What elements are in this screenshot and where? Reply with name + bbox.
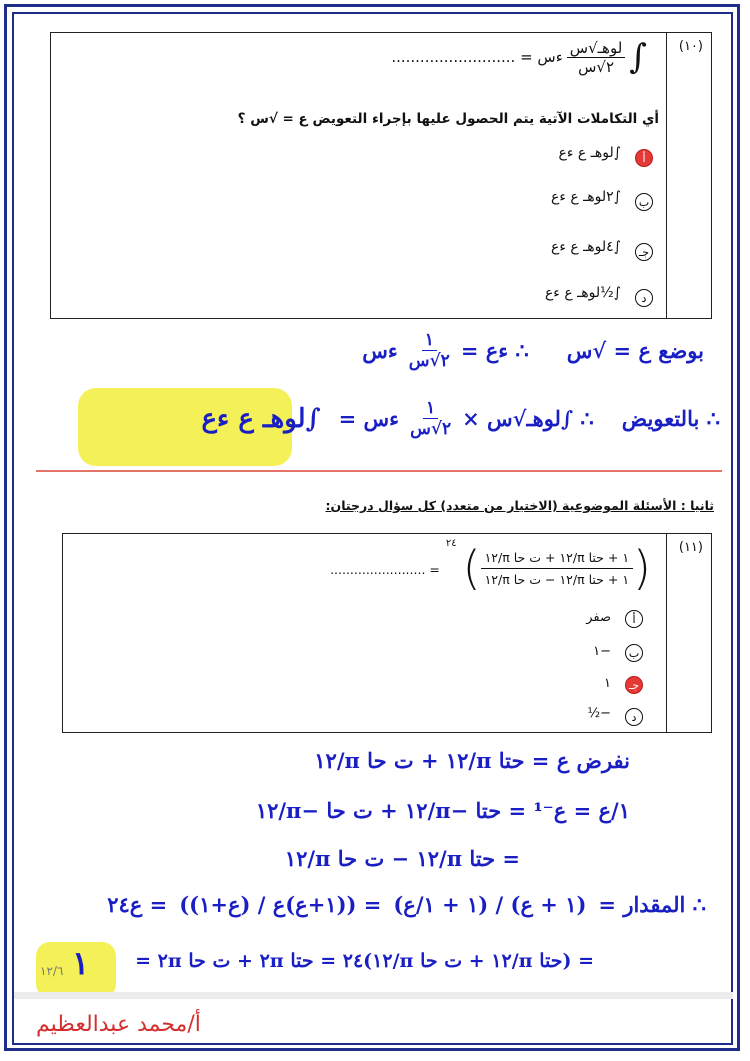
q11-tail: = ........................: [330, 562, 440, 577]
work11-line1: نفرض ع = حتا π/١٢ + ت حا π/١٢: [314, 748, 630, 773]
integral-expression: [391, 37, 647, 77]
option-c-marker[interactable]: جـ: [625, 676, 643, 694]
footer-bar: [14, 992, 733, 999]
option-c-text[interactable]: ١: [604, 676, 611, 691]
q11-expression: ( $\frac{\text{١ + حتا π/١٢ + ت حا π/١٢}}{\text{١ + حتا π/١٢ − ت حا π/١٢}}$ ) ٢٤ = ........................: [330, 538, 651, 595]
answer-10: ∫لوهـ ع ءع: [201, 403, 321, 434]
option-d-marker[interactable]: د: [625, 708, 643, 726]
author-signature: أ/محمد عبدالعظيم: [36, 1012, 201, 1037]
question-number: (١٠): [678, 39, 703, 54]
question-11-box: [62, 533, 712, 733]
section-2-heading: ثانيا : الأسئلة الموضوعية (الاختيار من متعدد) كل سؤال درجتان:: [325, 498, 714, 513]
work10-line2: ∴ بالتعويض ∴ ∫لوهـ√س × $\frac{١}{\text{٢√س}}$ ءس = ∫لوهـ ع ءع: [201, 398, 720, 439]
answer-11: ١: [72, 944, 90, 982]
option-b-marker[interactable]: ب: [635, 193, 653, 211]
option-b-marker[interactable]: ب: [625, 644, 643, 662]
section-divider: [36, 470, 722, 472]
q11-power: ٢٤: [445, 538, 457, 549]
option-c-marker[interactable]: جـ: [635, 243, 653, 261]
work11-line2: ١/ع = ع⁻¹ = حتا −π/١٢ + ت حا −π/١٢: [255, 798, 630, 823]
page-number: ١٢/٦: [40, 964, 64, 978]
integrand-fraction: $\frac{\text{لوهـ√س}}{\text{٢√س}}$: [567, 39, 626, 76]
option-b-text[interactable]: ∫٢لوهـ ع ءع: [550, 189, 621, 205]
work11-line4: ∴ المقدار = (١ + ع) / (١ + ١/ع) = ((١+ع)ع / (ع+١)) = ع٢٤: [107, 892, 706, 917]
question-number-column: [666, 33, 711, 318]
option-a-text[interactable]: صفر: [586, 610, 611, 625]
question-number-column: [666, 534, 711, 732]
option-d-marker[interactable]: د: [635, 289, 653, 307]
integral-tail: ءس = ..........................: [391, 48, 563, 66]
option-d-text[interactable]: ∫½لوهـ ع ءع: [544, 285, 621, 301]
q11-fraction: $\frac{\text{١ + حتا π/١٢ + ت حا π/١٢}}{\text{١ + حتا π/١٢ − ت حا π/١٢}}$: [481, 547, 633, 590]
work11-line5: = (حتا π/١٢ + ت حا π/١٢)٢٤ = حتا ٢π + ت حا ٢π =: [135, 950, 594, 972]
integral-sign: ∫: [629, 37, 647, 77]
question-10-box: [50, 32, 712, 319]
option-b-text[interactable]: −١: [593, 644, 611, 659]
option-d-text[interactable]: −½: [587, 706, 611, 721]
work11-line3: = حتا π/١٢ − ت حا π/١٢: [284, 846, 520, 871]
work10-line1: بوضع ع = √س ∴ ءع = $\frac{١}{\text{٢√س}}$ ءس: [362, 330, 704, 371]
question-10-text: أي التكاملات الآتية يتم الحصول عليها بإجراء التعويض ع = √س ؟: [237, 111, 659, 127]
option-c-text[interactable]: ∫٤لوهـ ع ءع: [550, 239, 621, 255]
question-number: (١١): [678, 540, 703, 555]
option-a-text[interactable]: ∫لوهـ ع ءع: [558, 145, 621, 161]
option-a-marker[interactable]: أ: [625, 610, 643, 628]
option-a-marker[interactable]: أ: [635, 149, 653, 167]
